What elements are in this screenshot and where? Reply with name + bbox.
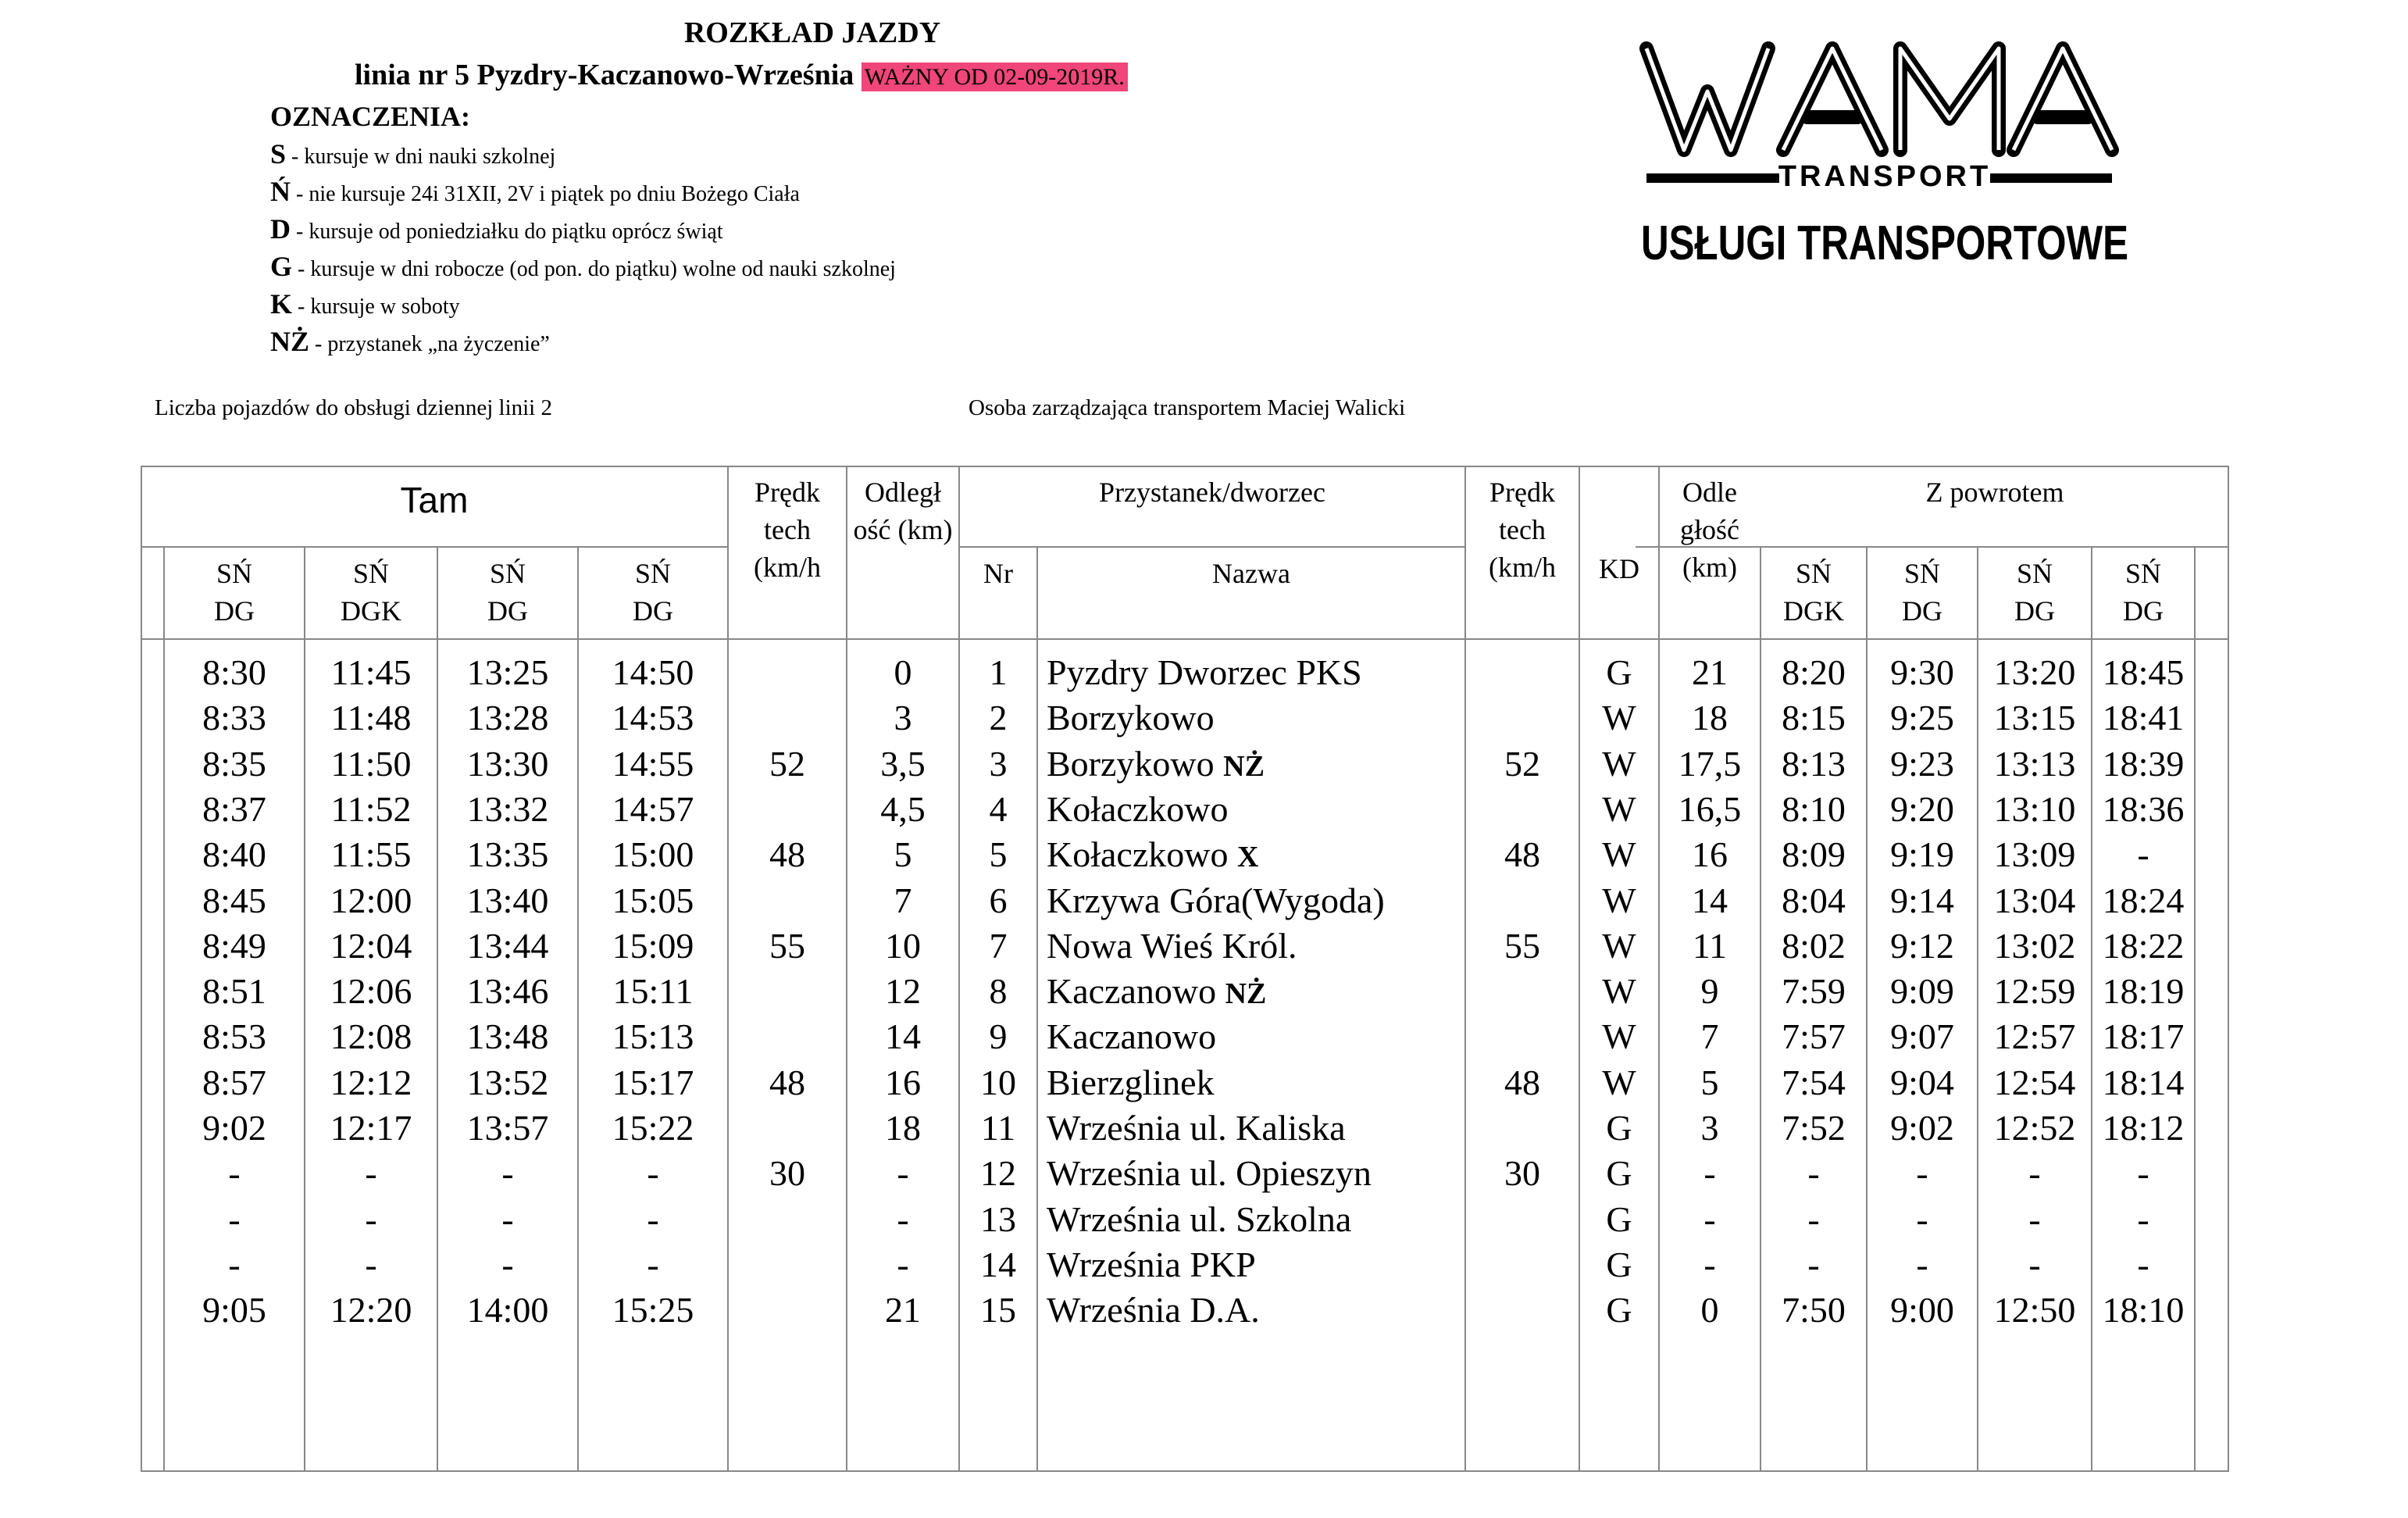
stop-name-text: Nowa Wieś Król.	[1047, 925, 1297, 966]
departure-time-there: 11:55	[330, 834, 412, 875]
speed-cell	[728, 1242, 847, 1288]
departure-time-there: 12:04	[330, 925, 412, 966]
stop-name	[1047, 1151, 1465, 1196]
kd-cell: W	[1602, 1016, 1636, 1057]
departure-time-there: 12:00	[330, 880, 412, 920]
distance-cell-return: 21	[1692, 652, 1728, 692]
departure-time-there: 14:00	[466, 1290, 549, 1330]
header-distance-2: Odle głość (km)	[1680, 477, 1739, 583]
departure-time-back: -	[2137, 834, 2149, 875]
distance-cell-return: 3	[1700, 1108, 1719, 1148]
departure-time-there: 8:40	[202, 834, 266, 875]
logo-subtitle: TRANSPORT	[1778, 160, 1992, 193]
distance-cell-return: 14	[1692, 880, 1728, 920]
departure-time-back: 8:09	[1782, 834, 1846, 875]
departure-time-there: 8:51	[202, 971, 266, 1012]
distance-cell: 0	[894, 652, 912, 692]
kd-cell: W	[1602, 698, 1636, 738]
departure-time-there: 14:53	[612, 698, 694, 738]
departure-time-back: 18:22	[2102, 925, 2185, 966]
there-col-header-top: SŃ	[634, 558, 672, 589]
departure-time-back: 18:19	[2102, 971, 2185, 1012]
departure-time-there: 12:17	[330, 1108, 412, 1148]
departure-time-there: 8:49	[202, 925, 266, 966]
departure-time-there: 14:57	[612, 788, 694, 829]
stop-number: 6	[989, 880, 1008, 920]
stop-name	[1047, 878, 1465, 923]
speed-cell-return	[1465, 650, 1579, 695]
there-col-header-top: SŃ	[489, 558, 526, 589]
wama-logo-icon	[1623, 17, 2139, 283]
departure-time-back: -	[1807, 1153, 1820, 1194]
there-col-header-top: SŃ	[352, 558, 390, 589]
departure-time-back: 8:20	[1782, 652, 1846, 692]
kd-cell: G	[1606, 1153, 1632, 1194]
departure-time-back: 8:10	[1782, 788, 1846, 829]
distance-cell-return: 16	[1692, 834, 1728, 875]
kd-cell: W	[1602, 743, 1636, 784]
departure-time-back: 9:09	[1890, 971, 1954, 1012]
departure-time-back: -	[1916, 1198, 1928, 1239]
departure-time-there: 12:08	[330, 1016, 412, 1057]
speed-cell: 48	[769, 1062, 805, 1102]
legend-code: K	[270, 288, 293, 320]
departure-time-back: 9:25	[1890, 698, 1954, 738]
departure-time-back: -	[1916, 1153, 1928, 1194]
stop-mark: NŻ	[1223, 749, 1265, 783]
stop-name-text: Września D.A.	[1047, 1290, 1260, 1330]
departure-time-back: 9:20	[1890, 788, 1954, 829]
departure-time-back: 13:10	[1993, 788, 2076, 829]
line-title	[355, 58, 1128, 92]
speed-cell-return: 52	[1504, 743, 1540, 784]
there-col-header-bottom: DGK	[341, 595, 401, 627]
back-col-header-top: SŃ	[2124, 558, 2162, 589]
departure-time-there: -	[365, 1244, 377, 1284]
departure-time-there: 13:57	[466, 1108, 549, 1148]
speed-cell	[728, 1105, 847, 1151]
departure-time-back: 8:02	[1782, 925, 1846, 966]
departure-time-there: 15:11	[612, 971, 694, 1012]
departure-time-there: 12:06	[330, 971, 412, 1012]
departure-time-back: 9:04	[1890, 1062, 1954, 1102]
header-kd: KD	[1599, 553, 1639, 584]
distance-cell-return: -	[1703, 1198, 1716, 1239]
speed-cell-return	[1465, 1242, 1579, 1288]
stop-number: 2	[989, 698, 1008, 738]
speed-cell-return	[1465, 878, 1579, 923]
speed-cell-return: 48	[1504, 834, 1540, 875]
departure-time-there: 13:40	[466, 880, 549, 920]
distance-cell: 5	[894, 834, 912, 875]
departure-time-there: 15:05	[612, 880, 694, 920]
departure-time-there: 8:57	[202, 1062, 266, 1102]
header-name: Nazwa	[1212, 558, 1290, 589]
stop-name	[1047, 1060, 1465, 1105]
stop-name-text: Września PKP	[1047, 1244, 1256, 1284]
departure-time-there: 13:48	[466, 1016, 549, 1057]
departure-time-there: -	[647, 1153, 659, 1194]
stop-name-text: Września ul. Szkolna	[1047, 1198, 1352, 1239]
there-col-header-bottom: DG	[214, 595, 255, 627]
speed-cell	[728, 1197, 847, 1242]
stop-name-text: Września ul. Opieszyn	[1047, 1153, 1372, 1194]
departure-time-there: 9:05	[202, 1290, 266, 1330]
speed-cell: 48	[769, 834, 805, 875]
departure-time-there: -	[647, 1198, 659, 1239]
there-col-header-top: SŃ	[216, 558, 253, 589]
departure-time-back: 18:24	[2102, 880, 2185, 920]
stop-name-text: Kaczanowo	[1047, 1016, 1217, 1057]
departure-time-back: 12:52	[1993, 1108, 2076, 1148]
departure-time-there: 15:22	[612, 1108, 694, 1148]
legend-item	[270, 250, 896, 283]
departure-time-there: 13:35	[466, 834, 549, 875]
departure-time-back: 18:17	[2102, 1016, 2185, 1057]
header-nr: Nr	[983, 558, 1013, 589]
stop-name-text: Krzywa Góra(Wygoda)	[1047, 880, 1385, 920]
departure-time-back: -	[1807, 1244, 1820, 1284]
legend-item	[270, 213, 723, 245]
kd-cell: W	[1602, 971, 1636, 1012]
speed-cell-return	[1465, 787, 1579, 832]
distance-cell: 12	[885, 971, 921, 1012]
departure-time-there: 8:37	[202, 788, 266, 829]
kd-cell: W	[1602, 925, 1636, 966]
stop-name	[1047, 650, 1465, 695]
stop-name-text: Kaczanowo	[1047, 971, 1225, 1012]
stop-name	[1047, 1197, 1465, 1242]
distance-cell: 7	[894, 880, 912, 920]
back-col-header-top: SŃ	[1903, 558, 1941, 589]
departure-time-back: 9:02	[1890, 1108, 1954, 1148]
departure-time-back: 8:15	[1782, 698, 1846, 738]
stop-number: 11	[980, 1108, 1016, 1148]
departure-time-there: 12:12	[330, 1062, 412, 1102]
departure-time-there: 15:13	[612, 1016, 694, 1057]
speed-cell	[728, 1288, 847, 1333]
departure-time-back: 9:12	[1890, 925, 1954, 966]
departure-time-back: 7:54	[1782, 1062, 1846, 1102]
departure-time-there: 13:52	[466, 1062, 549, 1102]
departure-time-back: -	[1807, 1198, 1820, 1239]
vehicle-count-note: Liczba pojazdów do obsługi dziennej linii 2	[155, 395, 552, 420]
departure-time-back: 7:52	[1782, 1108, 1846, 1148]
kd-cell: W	[1602, 1062, 1636, 1102]
departure-time-there: 8:53	[202, 1016, 266, 1057]
legend-code: D	[270, 213, 291, 245]
header-speed-2: Prędk tech (km/h	[1489, 477, 1556, 583]
departure-time-there: -	[365, 1198, 377, 1239]
departure-time-there: -	[228, 1198, 241, 1239]
departure-time-there: -	[501, 1244, 514, 1284]
speed-cell-return	[1465, 969, 1579, 1014]
departure-time-back: 18:45	[2102, 652, 2185, 692]
departure-time-back: 13:20	[1993, 652, 2076, 692]
departure-time-back: -	[2028, 1153, 2041, 1194]
back-col-header-bottom: DG	[2014, 595, 2055, 627]
legend-text: - przystanek „na życzenie”	[309, 332, 550, 356]
departure-time-there: 11:50	[330, 743, 412, 784]
departure-time-there: 13:25	[466, 652, 549, 692]
departure-time-there: 8:33	[202, 698, 266, 738]
departure-time-back: -	[2137, 1244, 2149, 1284]
stop-name	[1047, 1105, 1465, 1151]
departure-time-back: -	[2028, 1198, 2041, 1239]
speed-cell-return	[1465, 1014, 1579, 1059]
legend-text: - nie kursuje 24i 31XII, 2V i piątek po dniu Bożego Ciała	[291, 182, 800, 206]
departure-time-there: 15:17	[612, 1062, 694, 1102]
departure-time-there: 15:09	[612, 925, 694, 966]
departure-time-there: 9:02	[202, 1108, 266, 1148]
kd-cell: G	[1606, 1198, 1632, 1239]
distance-cell: 14	[885, 1016, 921, 1057]
departure-time-back: -	[1916, 1244, 1928, 1284]
departure-time-back: 13:15	[1993, 698, 2076, 738]
distance-cell: -	[897, 1153, 909, 1194]
departure-time-there: 12:20	[330, 1290, 412, 1330]
kd-cell: W	[1602, 834, 1636, 875]
distance-cell-return: 7	[1700, 1016, 1719, 1057]
back-col-header-bottom: DG	[2123, 595, 2164, 627]
stop-name	[1047, 1014, 1465, 1059]
departure-time-back: 12:59	[1993, 971, 2076, 1012]
legend-item	[270, 325, 550, 358]
stop-name	[1047, 923, 1465, 969]
departure-time-back: 9:00	[1890, 1290, 1954, 1330]
speed-cell-return: 30	[1504, 1153, 1540, 1194]
distance-cell-return: 16,5	[1678, 788, 1742, 829]
header-stop: Przystanek/dworzec	[1099, 477, 1325, 508]
speed-cell-return: 48	[1504, 1062, 1540, 1102]
legend-code: NŻ	[270, 326, 310, 357]
departure-time-there: 11:52	[330, 788, 412, 829]
departure-time-back: 18:41	[2102, 698, 2185, 738]
stop-name-text: Kołaczkowo	[1047, 834, 1237, 875]
departure-time-back: 13:04	[1993, 880, 2076, 920]
distance-cell: 18	[885, 1108, 921, 1148]
speed-cell-return	[1465, 1105, 1579, 1151]
logo-tagline: USŁUGI TRANSPORTOWE	[1641, 216, 2128, 270]
kd-cell: G	[1606, 1244, 1632, 1284]
header-back: Z powrotem	[1925, 477, 2064, 508]
departure-time-there: -	[228, 1244, 241, 1284]
kd-cell: W	[1602, 880, 1636, 920]
distance-cell-return: 9	[1700, 971, 1719, 1012]
kd-cell: W	[1602, 788, 1636, 829]
stop-mark: X	[1236, 841, 1259, 874]
distance-cell-return: 11	[1692, 925, 1728, 966]
departure-time-back: 12:57	[1993, 1016, 2076, 1057]
departure-time-there: -	[501, 1153, 514, 1194]
stop-name	[1047, 741, 1465, 787]
departure-time-there: 13:44	[466, 925, 549, 966]
manager-note: Osoba zarządzająca transportem Maciej Walicki	[969, 395, 1406, 420]
distance-cell: 3,5	[880, 743, 926, 784]
departure-time-back: 8:13	[1782, 743, 1846, 784]
departure-time-there: 14:55	[612, 743, 694, 784]
legend-text: - kursuje w dni robocze (od pon. do piątku) wolne od nauki szkolnej	[292, 257, 896, 281]
departure-time-back: 18:14	[2102, 1062, 2185, 1102]
legend-heading: OZNACZENIA:	[270, 101, 471, 132]
departure-time-back: 7:59	[1782, 971, 1846, 1012]
departure-time-back: 12:50	[1993, 1290, 2076, 1330]
distance-cell: 4,5	[880, 788, 926, 829]
company-logo	[1623, 17, 2139, 283]
legend-item	[270, 175, 800, 208]
distance-cell-return: -	[1703, 1153, 1716, 1194]
departure-time-there: 13:28	[466, 698, 549, 738]
speed-cell	[728, 878, 847, 923]
stop-number: 12	[980, 1153, 1016, 1194]
departure-time-there: 15:00	[612, 834, 694, 875]
departure-time-back: 18:36	[2102, 788, 2185, 829]
back-col-header-top: SŃ	[2016, 558, 2053, 589]
stop-name	[1047, 969, 1465, 1014]
stop-name-text: Września ul. Kaliska	[1047, 1108, 1346, 1148]
departure-time-back: 13:02	[1993, 925, 2076, 966]
stop-name-text: Borzykowo	[1047, 698, 1215, 738]
departure-time-back: 9:30	[1890, 652, 1954, 692]
departure-time-there: 8:35	[202, 743, 266, 784]
departure-time-there: 8:45	[202, 880, 266, 920]
stop-number: 10	[980, 1062, 1016, 1102]
departure-time-there: 11:45	[330, 652, 412, 692]
departure-time-back: 9:19	[1890, 834, 1954, 875]
speed-cell	[728, 787, 847, 832]
speed-cell-return	[1465, 695, 1579, 741]
departure-time-back: -	[2137, 1198, 2149, 1239]
stop-name-text: Pyzdry Dworzec PKS	[1047, 652, 1362, 692]
stop-name	[1047, 1242, 1465, 1288]
speed-cell: 30	[769, 1153, 805, 1194]
stop-name	[1047, 832, 1465, 877]
speed-cell-return	[1465, 1197, 1579, 1242]
distance-cell: 16	[885, 1062, 921, 1102]
departure-time-back: 9:07	[1890, 1016, 1954, 1057]
stop-number: 5	[989, 834, 1008, 875]
stop-number: 1	[989, 652, 1008, 692]
departure-time-back: 13:09	[1993, 834, 2076, 875]
stop-number: 3	[989, 743, 1008, 784]
legend-code: Ń	[270, 176, 291, 207]
distance-cell: 21	[885, 1290, 921, 1330]
departure-time-there: 15:25	[612, 1290, 694, 1330]
departure-time-back: -	[2028, 1244, 2041, 1284]
distance-cell-return: 17,5	[1678, 743, 1742, 784]
stop-name	[1047, 1288, 1465, 1333]
departure-time-there: -	[501, 1198, 514, 1239]
legend-item	[270, 138, 555, 170]
distance-cell-return: -	[1703, 1244, 1716, 1284]
legend-text: - kursuje od poniedziałku do piątku oprócz świąt	[291, 220, 723, 244]
speed-cell: 52	[769, 743, 805, 784]
distance-cell: 3	[894, 698, 912, 738]
departure-time-there: 13:30	[466, 743, 549, 784]
there-col-header-bottom: DG	[633, 595, 673, 627]
stop-name	[1047, 787, 1465, 832]
departure-time-back: 12:54	[1993, 1062, 2076, 1102]
distance-cell-return: 18	[1692, 698, 1728, 738]
departure-time-back: 13:13	[1993, 743, 2076, 784]
speed-cell: 55	[769, 925, 805, 966]
back-col-header-bottom: DGK	[1783, 595, 1844, 627]
header-distance: Odległ ość (km)	[853, 477, 953, 545]
departure-time-back: -	[2137, 1153, 2149, 1194]
departure-time-back: 18:39	[2102, 743, 2185, 784]
departure-time-back: 18:12	[2102, 1108, 2185, 1148]
header-speed: Prędk tech (km/h	[754, 477, 821, 583]
legend-text: - kursuje w soboty	[292, 295, 460, 319]
stop-number: 9	[989, 1016, 1008, 1057]
line-name: linia nr 5 Pyzdry-Kaczanowo-Września	[355, 59, 854, 91]
stop-name	[1047, 695, 1465, 741]
departure-time-back: 8:04	[1782, 880, 1846, 920]
speed-cell	[728, 969, 847, 1014]
departure-time-there: 13:46	[466, 971, 549, 1012]
back-col-header-bottom: DG	[1902, 595, 1942, 627]
distance-cell: 10	[885, 925, 921, 966]
legend-item	[270, 288, 460, 320]
speed-cell-return	[1465, 1288, 1579, 1333]
departure-time-there: -	[228, 1153, 241, 1194]
stop-number: 7	[989, 925, 1008, 966]
departure-time-there: 11:48	[330, 698, 412, 738]
stop-name-text: Kołaczkowo	[1047, 788, 1229, 829]
header-there: Tam	[400, 480, 469, 520]
kd-cell: G	[1606, 1290, 1632, 1330]
speed-cell	[728, 695, 847, 741]
back-col-header-top: SŃ	[1795, 558, 1832, 589]
speed-cell	[728, 650, 847, 695]
distance-cell-return: 5	[1700, 1062, 1719, 1102]
departure-time-back: 7:57	[1782, 1016, 1846, 1057]
departure-time-back: 9:14	[1890, 880, 1954, 920]
speed-cell-return: 55	[1504, 925, 1540, 966]
departure-time-back: 9:23	[1890, 743, 1954, 784]
page-title: ROZKŁAD JAZDY	[683, 16, 941, 49]
departure-time-there: -	[365, 1153, 377, 1194]
legend-code: S	[270, 138, 287, 170]
departure-time-there: 8:30	[202, 652, 266, 692]
stop-number: 4	[989, 788, 1008, 829]
speed-cell	[728, 1014, 847, 1059]
departure-time-there: -	[647, 1244, 659, 1284]
timetable	[141, 466, 2229, 1472]
departure-time-there: 14:50	[612, 652, 694, 692]
departure-time-back: 7:50	[1782, 1290, 1846, 1330]
stop-number: 13	[980, 1198, 1016, 1239]
distance-cell: -	[897, 1198, 909, 1239]
distance-cell-return: 0	[1700, 1290, 1719, 1330]
distance-cell: -	[897, 1244, 909, 1284]
validity-badge: WAŻNY OD 02-09-2019R.	[862, 63, 1128, 91]
legend-text: - kursuje w dni nauki szkolnej	[286, 145, 556, 169]
legend-code: G	[270, 251, 293, 282]
there-col-header-bottom: DG	[487, 595, 528, 627]
stop-number: 14	[980, 1244, 1016, 1284]
stop-number: 8	[989, 971, 1008, 1012]
stop-mark: NŻ	[1225, 977, 1267, 1011]
departure-time-there: 13:32	[466, 788, 549, 829]
stop-number: 15	[980, 1290, 1016, 1330]
kd-cell: G	[1606, 652, 1632, 692]
kd-cell: G	[1606, 1108, 1632, 1148]
stop-name-text: Borzykowo	[1047, 743, 1224, 784]
stop-name-text: Bierzglinek	[1047, 1062, 1215, 1102]
departure-time-back: 18:10	[2102, 1290, 2185, 1330]
